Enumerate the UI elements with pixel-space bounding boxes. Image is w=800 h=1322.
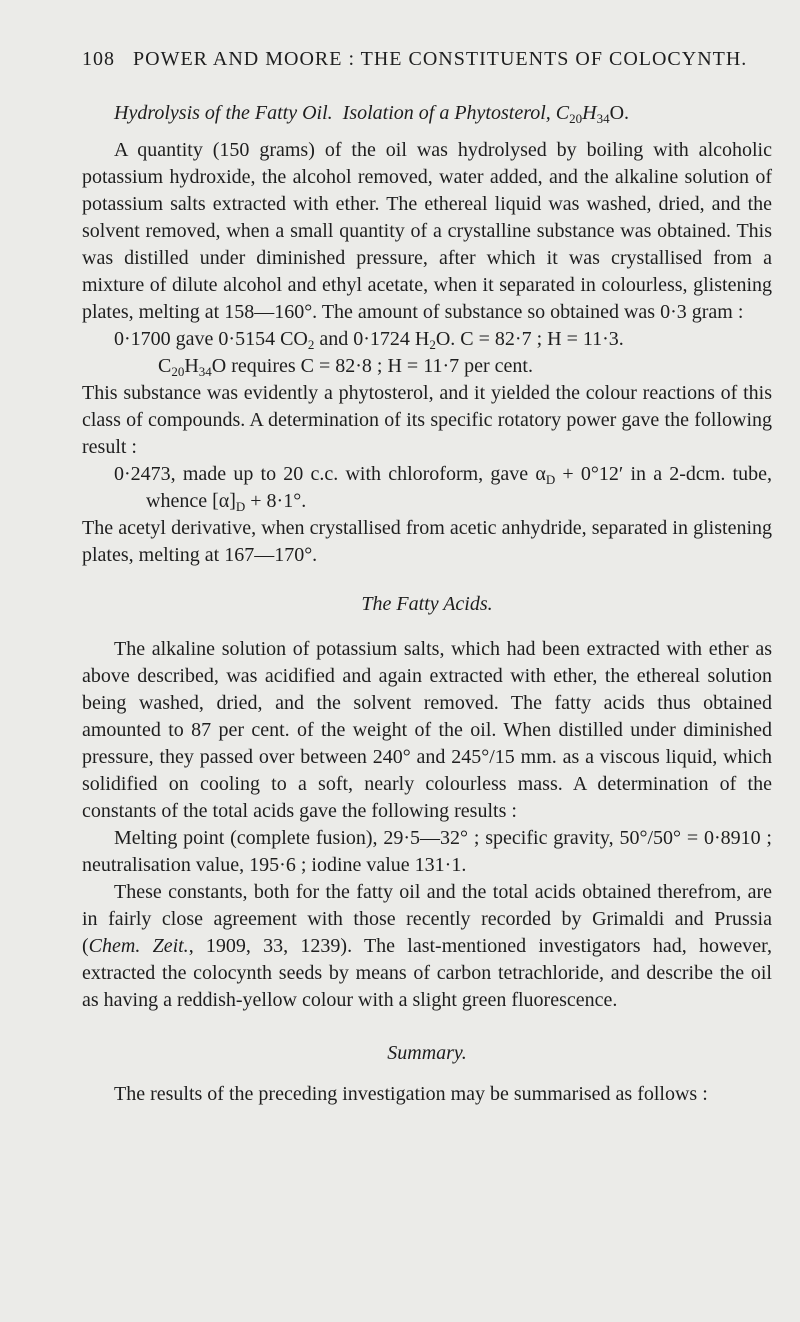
section-heading-hydrolysis <box>82 100 772 127</box>
d-subscript: D <box>235 499 246 514</box>
rotation-line <box>82 461 772 515</box>
paragraph-part: , 1909, 33, 1239). The last-mentioned investigators had, however, extracted the colocynth seeds by means of carbon tetrachloride, and describe the oil as having a reddish-yellow colour with a slight green fluorescence. <box>82 935 772 1011</box>
requires-part: O requires C = 82·8 ; H = 11·7 per cent. <box>211 355 533 377</box>
requires-part: H <box>184 355 199 377</box>
formula-h: H <box>582 102 597 124</box>
article-body <box>82 100 772 1108</box>
paragraph: The results of the preceding investigation may be summarised as follows : <box>114 1083 708 1105</box>
analysis-part: and 0·1724 H <box>314 328 430 350</box>
running-title: POWER AND MOORE : THE CONSTITUENTS OF COLOCYNTH. <box>133 48 748 70</box>
paragraph: The alkaline solution of potassium salts, which had been extracted with ether as above described, was acidified and again extracted with ether, the ethereal solution being washed, dried, and the solvent removed. The fatty acids thus obtained amounted to 87 per cent. of the weight of the oil. When distilled under diminished pressure, they passed over between 240° and 245°/15 mm. as a viscous liquid, which solidified on cooling to a soft, nearly colourless mass. A determination of the constants of the total acids gave the following results : <box>82 638 772 822</box>
page-number: 108 <box>82 48 115 70</box>
requires-part: C <box>158 355 172 377</box>
journal-name: Chem. Zeit. <box>88 935 189 957</box>
running-header <box>82 48 772 71</box>
formula-subscript: 34 <box>596 111 610 126</box>
analysis-part: O. C = 82·7 ; H = 11·3. <box>435 328 624 350</box>
formula-subscript: 20 <box>569 111 583 126</box>
heading-phytosterol-text: Isolation of a Phytosterol, C <box>342 102 570 124</box>
analysis-part: 0·1700 gave 0·5154 CO <box>114 328 308 350</box>
rotation-part: 0·2473, made up to 20 c.c. with chloroform, gave α <box>114 463 546 485</box>
paragraph <box>82 879 772 1014</box>
paragraph-part: These constants, both for the fatty oil and the total acids obtained therefrom, are in fairly close agreement with those recently recorded by Grimaldi and Prussia ( <box>82 881 772 957</box>
formula-o: O. <box>609 102 630 124</box>
rotation-part: + 0°12′ in a 2-dcm. tube, whence [α] <box>146 463 772 512</box>
constants-line: Melting point (complete fusion), 29·5—32° ; specific gravity, 50°/50° = 0·8910 ; neutralisation value, 195·6 ; iodine value 131·1. <box>82 827 772 876</box>
analysis-line: 0·1700 gave 0·5154 $CO_2$ and 0·1724 $H_2O$. C = 82·7 ; H = 11·3. <box>114 328 624 352</box>
section-heading-summary: Summary. <box>387 1042 467 1064</box>
paragraph: The acetyl derivative, when crystallised from acetic anhydride, separated in glistening plates, melting at 167—170°. <box>82 517 772 566</box>
paragraph: This substance was evidently a phytosterol, and it yielded the colour reactions of this class of compounds. A determination of its specific rotatory power gave the following result : <box>82 382 772 458</box>
requires-line: $C_{20}H_{34}O$ requires C = 82·8 ; H = 11·7 per cent. <box>158 355 533 379</box>
section-heading-fatty-acids: The Fatty Acids. <box>361 593 493 615</box>
d-subscript: D <box>545 472 556 487</box>
heading-hydrolysis-text: Hydrolysis of the Fatty Oil. <box>114 102 333 124</box>
paragraph: A quantity (150 grams) of the oil was hydrolysed by boiling with alcoholic potassium hydroxide, the alcohol removed, water added, and the alkaline solution of potassium salts extracted with ether. The ethereal liquid was washed, dried, and the solvent removed, when a small quantity of a crystalline substance was obtained. This was distilled under diminished pressure, after which it was crystallised from a mixture of dilute alcohol and ethyl acetate, when it separated in colourless, glistening plates, melting at 158—160°. The amount of substance so obtained was 0·3 gram : <box>82 139 772 323</box>
rotation-part: + 8·1°. <box>245 490 307 512</box>
